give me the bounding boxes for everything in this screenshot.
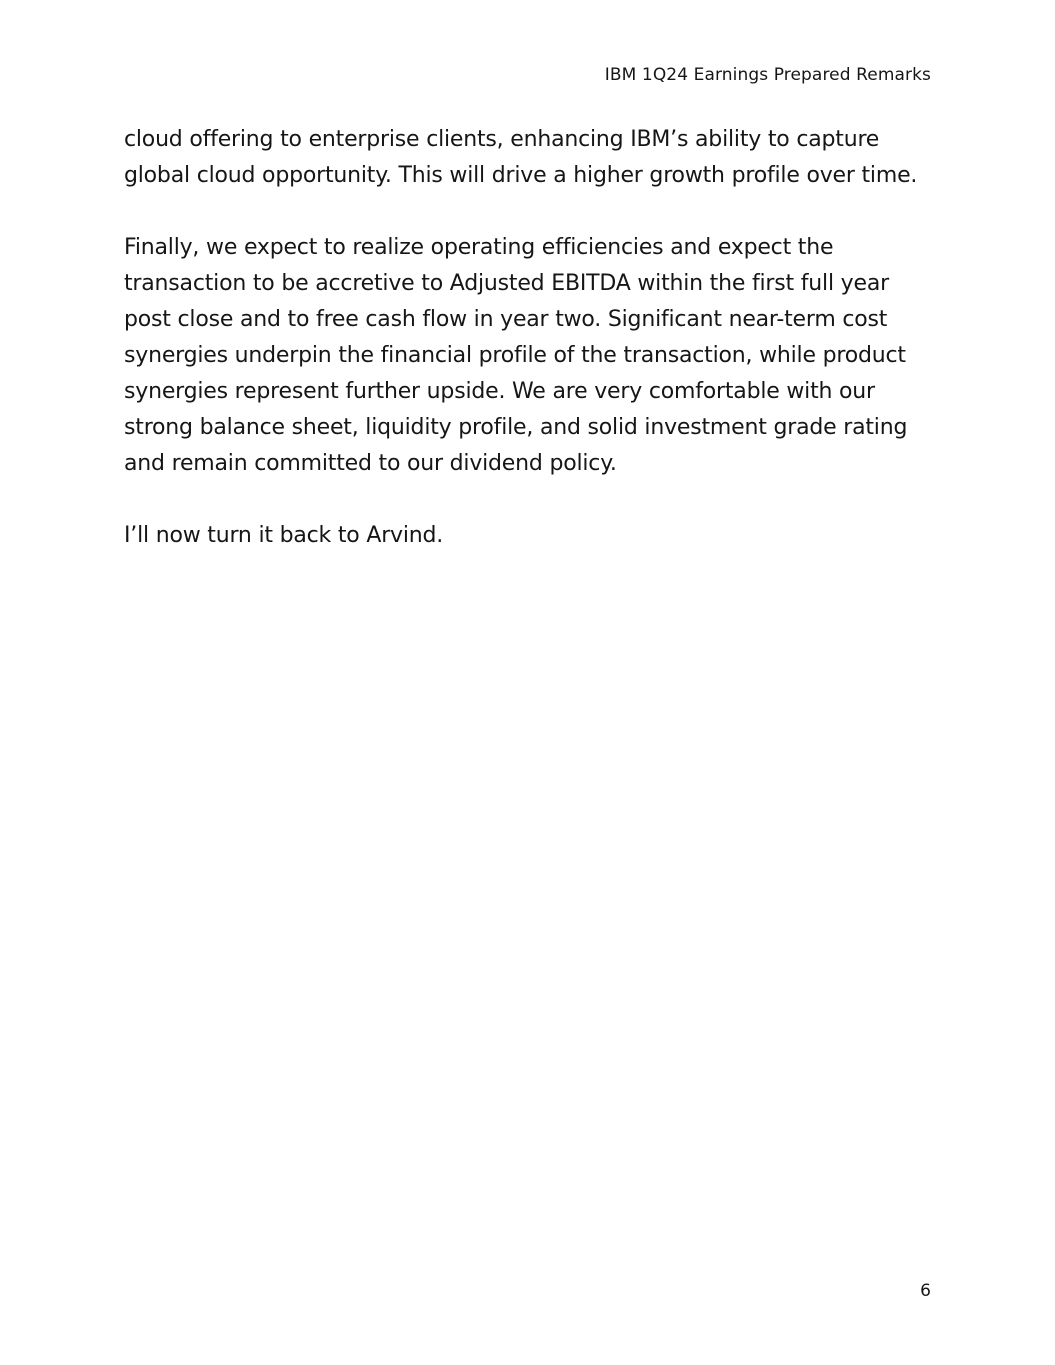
paragraph-closing: I’ll now turn it back to Arvind. xyxy=(124,523,444,548)
paragraph-financial-outlook: Finally, we expect to realize operating efficiencies and expect the transaction to be accretive to Adjusted EBITDA within the first full year post close and to free cash flow in year two. Significant near-term cost synergies underpin the financial profile of the transaction, while product synergies represent further upside. We are very comfortable with our strong balance sheet, liquidity profile, and solid investment grade rating and remain committed to our dividend policy. xyxy=(124,235,908,476)
running-header: IBM 1Q24 Earnings Prepared Remarks xyxy=(604,65,931,85)
body-text xyxy=(124,122,924,554)
paragraph-cloud-offering: cloud offering to enterprise clients, enhancing IBM’s ability to capture global cloud opportunity. This will drive a higher growth profile over time. xyxy=(124,127,918,188)
page-number: 6 xyxy=(920,1281,931,1301)
